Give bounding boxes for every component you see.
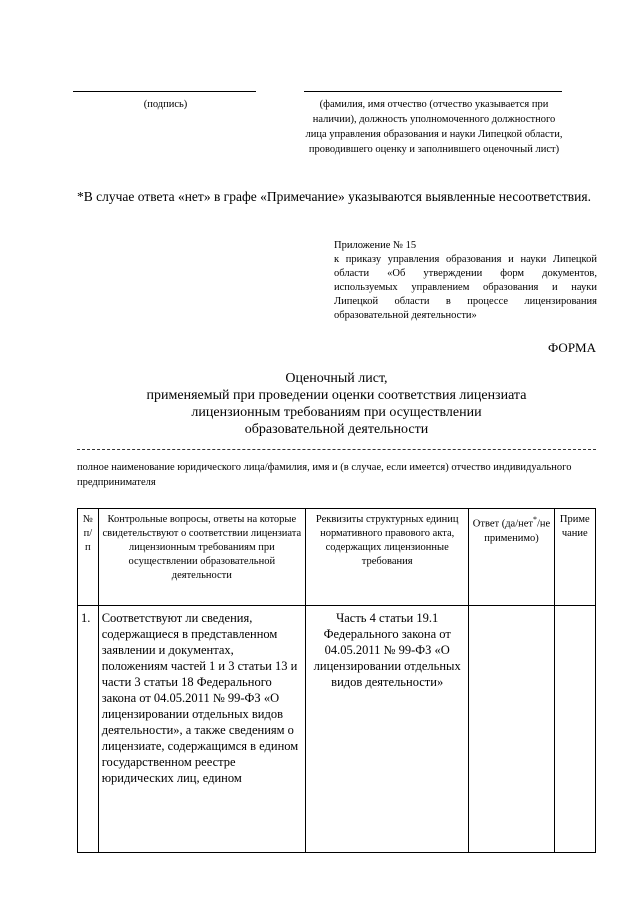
header-requisites: Реквизиты структурных единиц нормативного правового акта, содержащих лицензионные требования: [305, 509, 469, 606]
footnote: *В случае ответа «нет» в графе «Примечание» указываются выявленные несоответствия.: [77, 189, 591, 204]
header-note: Приме чание: [554, 509, 595, 606]
organization-name-line: [77, 449, 596, 450]
row-note-cell[interactable]: [554, 606, 595, 853]
signature-caption: (подпись): [143, 99, 188, 110]
evaluation-table: [77, 508, 596, 853]
row-question: Соответствуют ли сведения, содержащиеся в представленном заявлении и документах, положениям частей 1 и 3 статьи 13 и части 3 статьи 18 Федерального закона от 04.05.2011 № 99-ФЗ «О лицензировании отдельных видов деятельности», а также сведениям о лицензиате, содержащимся в едином государственном реестре юридических лиц, едином: [98, 606, 305, 853]
name-position-caption: (фамилия, имя отчество (отчество указывается при наличии), должность уполномоченного должностного лица управления образования и науки Липецкой области, проводившего оценку и заполнившего оценочный лист): [305, 99, 563, 155]
row-answer-cell[interactable]: [469, 606, 554, 853]
title-line-2: применяемый при проведении оценки соответствия лицензиата: [146, 388, 527, 403]
organization-caption: полное наименование юридического лица/фамилия, имя и (в случае, если имеется) отчество индивидуального предпринимателя: [77, 462, 572, 488]
appendix-block: [334, 239, 597, 323]
header-answer: [469, 509, 554, 606]
row-number: 1.: [78, 606, 99, 853]
row-requisites: Часть 4 статьи 19.1 Федерального закона от 04.05.2011 № 99-ФЗ «О лицензировании отдельных видов деятельности»: [305, 606, 469, 853]
header-number: № п/п: [78, 509, 99, 606]
name-position-line: [304, 91, 562, 92]
table-header-row: [78, 509, 596, 606]
form-label: ФОРМА: [548, 340, 596, 355]
header-answer-text-end: /не применимо): [484, 518, 551, 544]
title-line-1: Оценочный лист,: [285, 371, 388, 386]
document-title: [77, 370, 596, 438]
header-question: Контрольные вопросы, ответы на которые свидетельствуют о соответствии лицензиата лицензионным требованиям при осуществлении образовательной деятельности: [98, 509, 305, 606]
header-answer-text: Ответ (да/нет: [472, 518, 534, 530]
title-line-4: образовательной деятельности: [244, 422, 429, 437]
signature-line: [73, 91, 256, 92]
header-answer-asterisk: *: [533, 515, 538, 524]
appendix-heading: Приложение № 15: [334, 240, 417, 251]
title-line-3: лицензионным требованиям при осуществлении: [191, 405, 482, 420]
appendix-body: к приказу управления образования и науки Липецкой области «Об утверждении форм документов, используемых управлением образования и науки Липецкой области в процессе лицензирования образовательной деятельности»: [334, 254, 597, 321]
table-row: [78, 606, 596, 853]
